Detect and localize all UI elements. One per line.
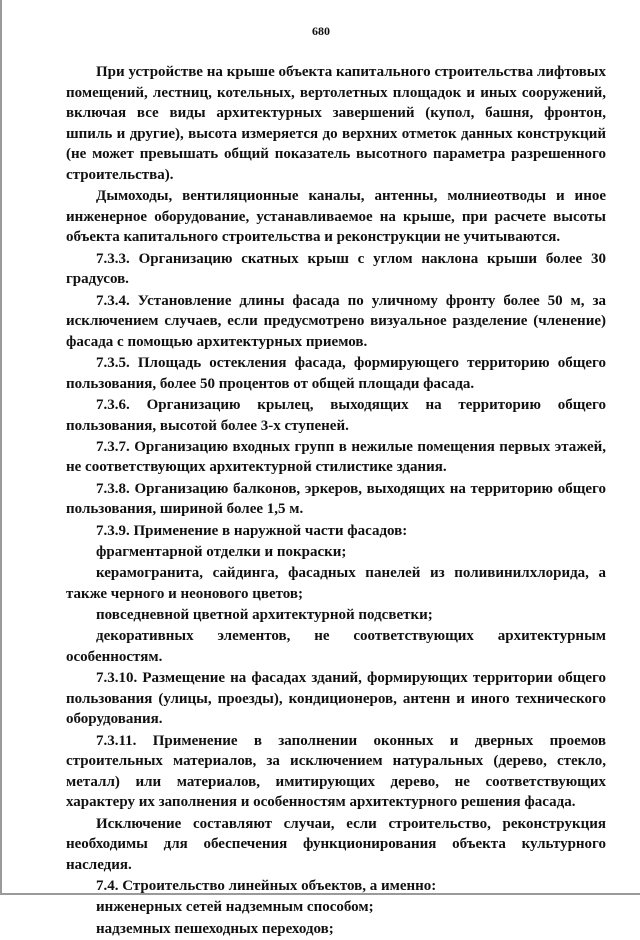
paragraph: 7.3.9. Применение в наружной части фасадов: xyxy=(96,522,408,539)
paragraph: 7.3.11. Применение в заполнении оконных и дверных проемов строительных материалов, за исключением натуральных (дерево, стекло, металл) или материалов, имитирующих дерево, не соответствующих характеру их заполнения и особенностям архитектурного решения фасада. xyxy=(66,732,606,811)
paragraph: 7.4. Строительство линейных объектов, а именно: xyxy=(96,878,437,895)
list-item: повседневной цветной архитектурной подсветки; xyxy=(96,607,433,623)
paragraph: 7.3.8. Организацию балконов, эркеров, выходящих на территорию общего пользования, шириной более 1,5 м. xyxy=(66,480,606,518)
document-body xyxy=(66,62,606,940)
paragraph: 7.3.10. Размещение на фасадах зданий, формирующих территории общего пользования (улицы, проезды), кондиционеров, антенн и иного технического оборудования. xyxy=(66,670,606,728)
list-item: керамогранита, сайдинга, фасадных панелей из поливинилхлорида, а также черного и неонового цветов; xyxy=(66,565,606,602)
paragraph: Дымоходы, вентиляционные каналы, антенны, молниеотводы и иное инженерное оборудование, устанавливаемое на крыше, при расчете высоты объекта капитального строительства и реконструкции не учитываются. xyxy=(66,188,606,246)
page-number: 680 xyxy=(312,24,330,38)
paragraph: 7.3.3. Организацию скатных крыш с углом наклона крыши более 30 градусов. xyxy=(66,250,606,288)
paragraph: 7.3.5. Площадь остекления фасада, формирующего территорию общего пользования, более 50 процентов от общей площади фасада. xyxy=(66,355,606,392)
paragraph: 7.3.4. Установление длины фасада по уличному фронту более 50 м, за исключением случаев, если предусмотрено визуальное разделение (членение) фасада с помощью архитектурных приемов. xyxy=(66,292,606,350)
paragraph: 7.3.7. Организацию входных групп в нежилые помещения первых этажей, не соответствующих архитектурной стилистике здания. xyxy=(66,438,606,476)
paragraph: Исключение составляют случаи, если строительство, реконструкция необходимы для обеспечения функционирования объекта культурного наследия. xyxy=(66,815,606,873)
paragraph: 7.3.6. Организацию крылец, выходящих на территорию общего пользования, высотой более 3-х ступеней. xyxy=(66,396,606,434)
paragraph: При устройстве на крыше объекта капитального строительства лифтовых помещений, лестниц, котельных, вертолетных площадок и иных сооружений, включая все виды архитектурных завершений (купол, башня, фронтон, шпиль и другие), высота измеряется до верхних отметок данных конструкций (не может превышать общий показатель высотного параметра разрешенного строительства). xyxy=(66,64,606,183)
list-item: декоративных элементов, не соответствующих архитектурным особенностям. xyxy=(66,628,606,665)
list-item: инженерных сетей надземным способом; xyxy=(96,899,374,916)
list-item: надземных пешеходных переходов; xyxy=(96,920,334,937)
list-item: фрагментарной отделки и покраски; xyxy=(96,543,347,560)
